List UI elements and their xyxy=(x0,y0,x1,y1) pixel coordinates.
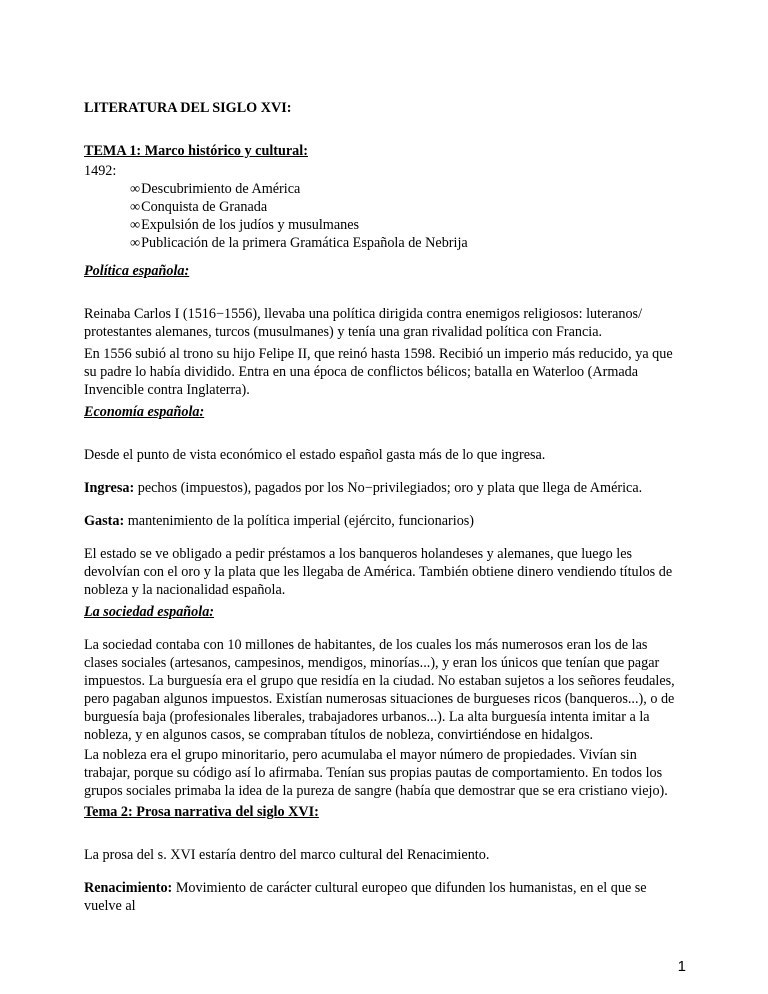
politica-paragraph-2: En 1556 subió al trono su hijo Felipe II, que reinó hasta 1598. Recibió un imperio más reducido, ya que su padre lo había dividido. Entra en una época de conflictos bélicos; batalla en Waterloo (Armada Invencible contra Inglaterra). xyxy=(84,346,673,398)
document-title: LITERATURA DEL SIGLO XVI: xyxy=(84,100,292,116)
renacimiento-text: Movimiento de carácter cultural europeo que difunden los humanistas, en el que se vuelve al xyxy=(84,880,647,914)
economia-gasta-line xyxy=(84,512,684,530)
infinity-bullet-icon: ∞ xyxy=(130,181,141,197)
ingresa-label: Ingresa: xyxy=(84,480,135,496)
list-item-text: Publicación de la primera Gramática Española de Nebrija xyxy=(141,235,468,251)
tema1-heading: TEMA 1: Marco histórico y cultural: xyxy=(84,143,308,159)
year-heading: 1492: xyxy=(84,163,117,179)
sociedad-paragraph-2: La nobleza era el grupo minoritario, pero acumulaba el mayor número de propiedades. Vivían sin trabajar, porque su código así lo afirmaba. Tenían sus propias pautas de comportamiento. En todos los grupos sociales primaba la idea de la pureza de sangre (había que demostrar que se era cristiano viejo). xyxy=(84,747,668,799)
economia-paragraph-2: El estado se ve obligado a pedir préstamos a los banqueros holandeses y alemanes, que luego les devolvían con el oro y la plata que les llegaba de América. También obtiene dinero vendiendo títulos de nobleza y la nacionalidad española. xyxy=(84,546,673,598)
list-item xyxy=(130,180,468,198)
ingresa-text: pechos (impuestos), pagados por los No−privilegiados; oro y plata que llega de América. xyxy=(134,480,643,496)
economia-ingresa-line xyxy=(84,479,684,497)
list-item-text: Descubrimiento de América xyxy=(141,181,301,197)
page-number: 1 xyxy=(677,958,686,975)
renacimiento-line xyxy=(84,879,684,915)
sociedad-heading: La sociedad española: xyxy=(84,604,215,620)
tema2-heading: Tema 2: Prosa narrativa del siglo XVI: xyxy=(84,804,319,820)
sociedad-paragraph-1: La sociedad contaba con 10 millones de habitantes, de los cuales los más numerosos eran los de las clases sociales (artesanos, campesinos, mendigos, minorías...), y eran los únicos que tenían que pagar impuestos. La burguesía era el grupo que residía en la ciudad. No estaban sujetos a los señores feudales, pero pagaban algunos impuestos. Existían numerosas situaciones de burgueses ricos (banqueros...), o de burguesía baja (profesionales liberales, trabajadores urbanos...). La alta burguesía intenta imitar a la nobleza, y en algunos casos, se compraban títulos de nobleza, convirtiéndose en hidalgos. xyxy=(84,637,675,743)
list-item-text: Conquista de Granada xyxy=(141,199,268,215)
politica-heading: Política española: xyxy=(84,263,190,279)
infinity-bullet-icon: ∞ xyxy=(130,199,141,215)
gasta-text: mantenimiento de la política imperial (ejército, funcionarios) xyxy=(124,513,475,529)
renacimiento-label: Renacimiento: xyxy=(84,880,173,896)
politica-paragraph-1: Reinaba Carlos I (1516−1556), llevaba una política dirigida contra enemigos religiosos: luteranos/ protestantes alemanes, turcos (musulmanes) y tenía una gran rivalidad política con Francia. xyxy=(84,306,643,340)
list-item xyxy=(130,198,468,216)
events-1492-list xyxy=(130,180,468,252)
tema2-paragraph-1: La prosa del s. XVI estaría dentro del marco cultural del Renacimiento. xyxy=(84,847,490,863)
economia-heading: Economía española: xyxy=(84,404,205,420)
gasta-label: Gasta: xyxy=(84,513,125,529)
list-item xyxy=(130,216,468,234)
infinity-bullet-icon: ∞ xyxy=(130,217,141,233)
list-item xyxy=(130,234,468,252)
economia-paragraph-1: Desde el punto de vista económico el estado español gasta más de lo que ingresa. xyxy=(84,447,546,463)
list-item-text: Expulsión de los judíos y musulmanes xyxy=(141,217,360,233)
infinity-bullet-icon: ∞ xyxy=(130,235,141,251)
